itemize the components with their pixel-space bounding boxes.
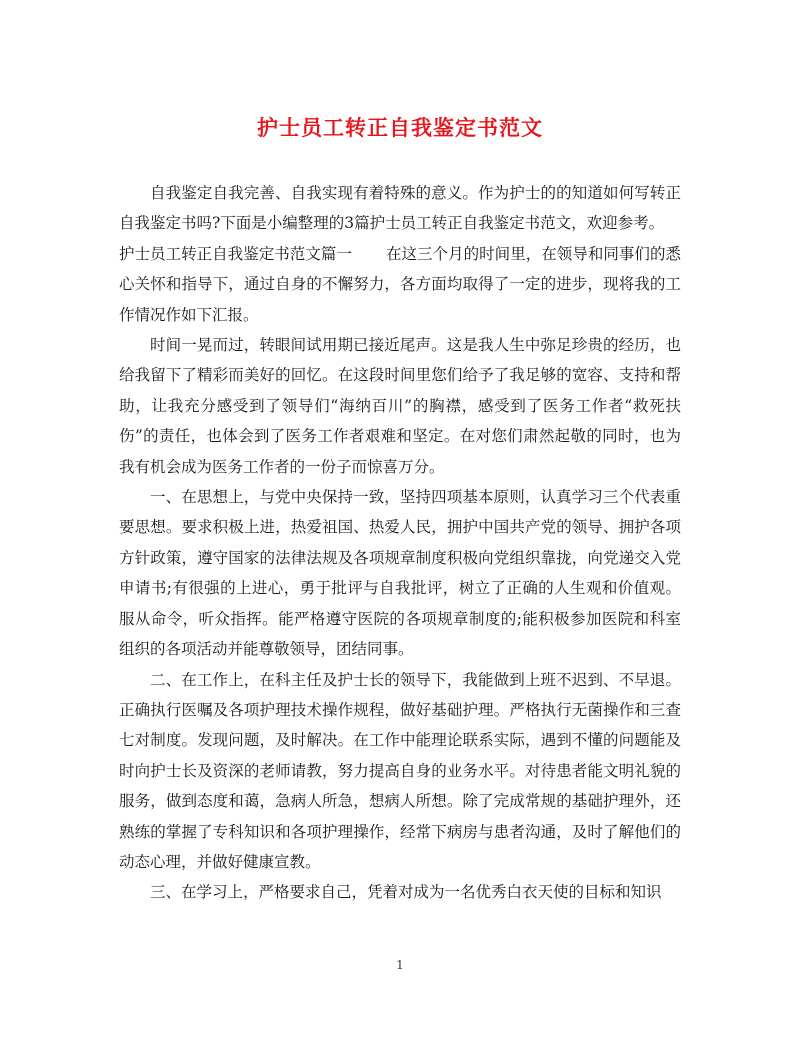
section-paragraph (119, 239, 681, 330)
document-body (119, 178, 681, 908)
body-paragraph-2: 一、在思想上，与党中央保持一致，坚持四项基本原则，认真学习三个代表重要思想。要求积极上进，热爱祖国、热爱人民，拥护中国共产党的领导、拥护各项方针政策，遵守国家的法律法规及各项规章制度积极向党组织靠拢，向党递交入党申请书;有很强的上进心，勇于批评与自我批评，树立了正确的人生观和价值观。服从命令，听众指挥。能严格遵守医院的各项规章制度的;能积极参加医院和科室组织的各项活动并能尊敬领导，团结同事。 (119, 488, 681, 659)
section-heading: 护士员工转正自我鉴定书范文篇一 (119, 244, 352, 263)
body-paragraph-4: 三、在学习上，严格要求自己，凭着对成为一名优秀白衣天使的目标和知识 (150, 883, 662, 902)
body-paragraph-3: 二、在工作上，在科主任及护士长的领导下，我能做到上班不迟到、不早退。正确执行医嘱及各项护理技术操作规程，做好基础护理。严格执行无菌操作和三查七对制度。发现问题，及时解决。在工作中能理论联系实际，遇到不懂的问题能及时向护士长及资深的老师请教，努力提高自身的业务水平。对待患者能文明礼貌的服务，做到态度和蔼，急病人所急，想病人所想。除了完成常规的基础护理外，还熟练的掌握了专科知识和各项护理操作，经常下病房与患者沟通，及时了解他们的动态心理，并做好健康宣教。 (119, 670, 681, 871)
intro-paragraph: 自我鉴定自我完善、自我实现有着特殊的意义。作为护士的的知道如何写转正自我鉴定书吗?下面是小编整理的3篇护士员工转正自我鉴定书范文，欢迎参考。 (119, 184, 681, 233)
document-title: 护士员工转正自我鉴定书范文 (257, 115, 543, 140)
section-first-text: 在这三个月的时间里，在领导和同事们的悉心关怀和指导下，通过自身的不懈努力，各方面均取得了一定的进步，现将我的工作情况作如下汇报。 (119, 244, 681, 324)
body-paragraph-1: 时间一晃而过，转眼间试用期已接近尾声。这是我人生中弥足珍贵的经历，也给我留下了精彩而美好的回忆。在这段时间里您们给予了我足够的宽容、支持和帮助，让我充分感受到了领导们“海纳百川”的胸襟，感受到了医务工作者“救死扶伤”的责任，也体会到了医务工作者艰难和坚定。在对您们肃然起敬的同时，也为我有机会成为医务工作者的一份子而惊喜万分。 (119, 336, 681, 476)
page-number: 1 (396, 958, 404, 972)
